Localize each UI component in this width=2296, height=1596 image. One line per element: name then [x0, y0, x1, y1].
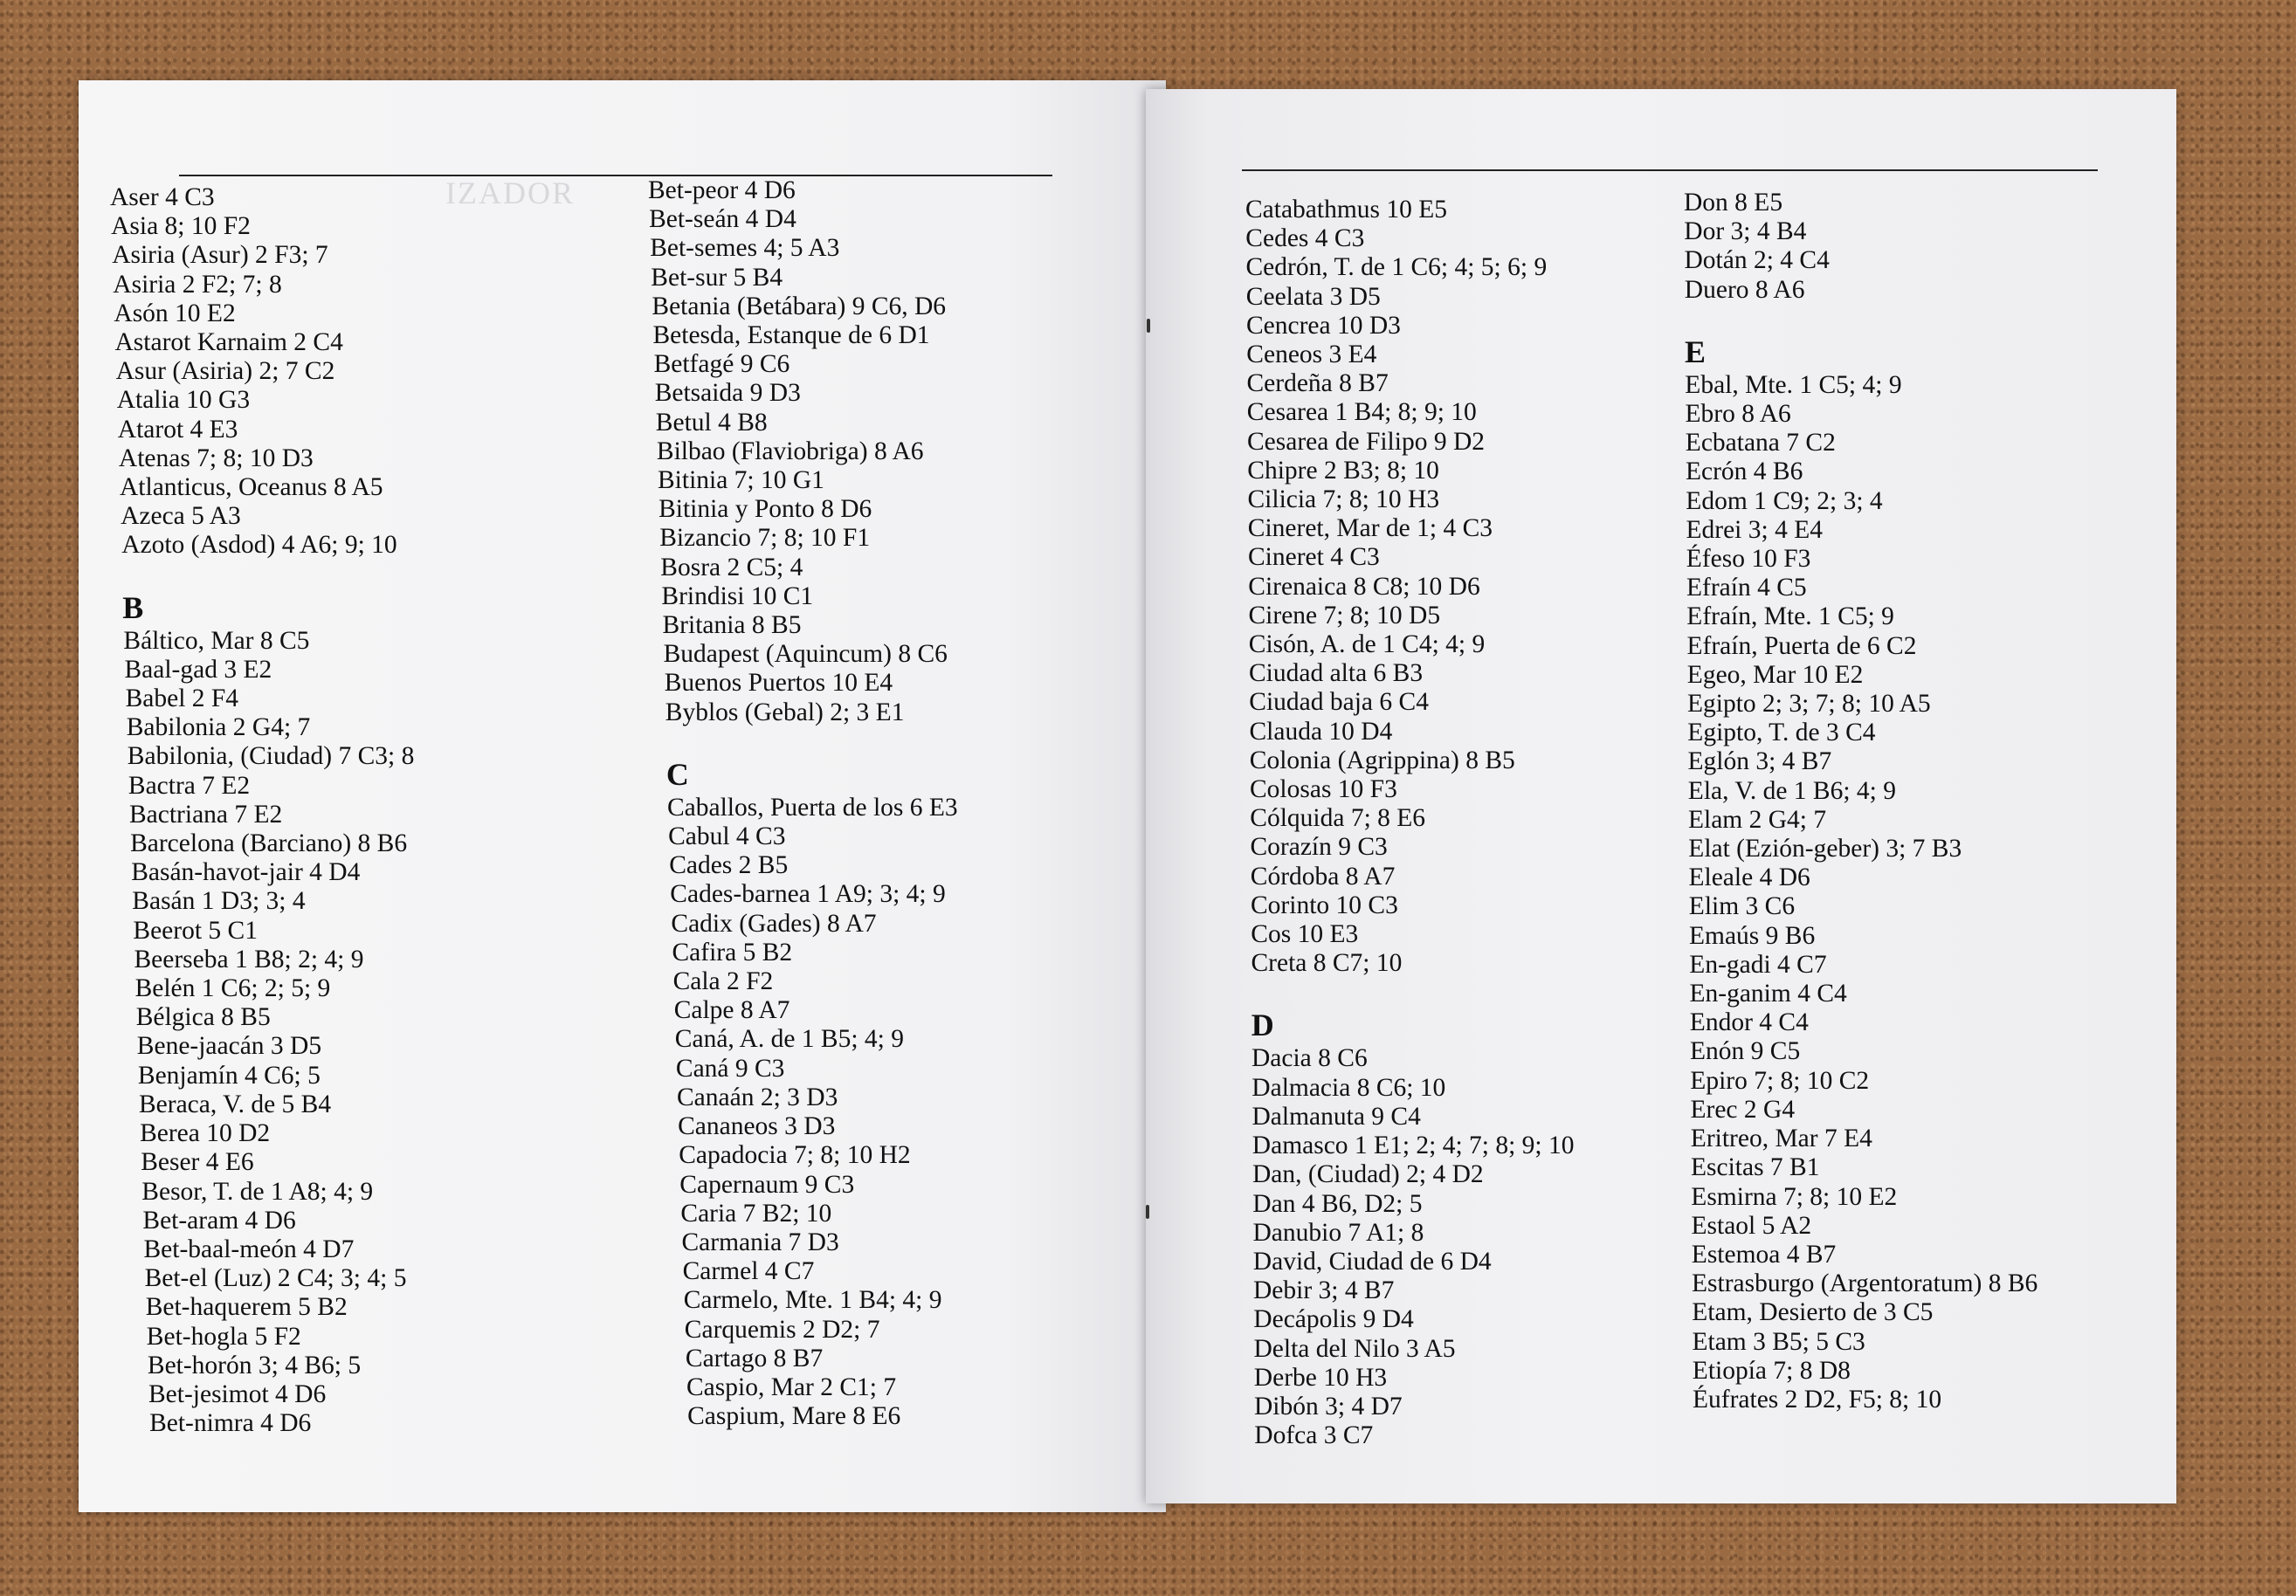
left-page	[79, 80, 1166, 1512]
index-entry: Azeca 5 A3	[121, 502, 241, 531]
index-entry: Dacia 8 C6	[1251, 1044, 1368, 1073]
index-entry: Cerdeña 8 B7	[1246, 369, 1389, 398]
index-entry: Estrasburgo (Argentoratum) 8 B6	[1692, 1269, 2038, 1298]
index-entry: Cilicia 7; 8; 10 H3	[1247, 485, 1440, 514]
index-entry: Britania 8 B5	[662, 611, 802, 640]
index-entry: Baal-gad 3 E2	[124, 655, 272, 684]
index-entry: Asur (Asiria) 2; 7 C2	[115, 357, 335, 386]
index-entry: Efraín, Mte. 1 C5; 9	[1686, 602, 1894, 631]
index-entry: Cesarea 1 B4; 8; 9; 10	[1246, 398, 1477, 427]
section-letter: E	[1685, 334, 1706, 369]
index-entry: Etiopía 7; 8 D8	[1692, 1356, 1851, 1385]
index-entry: Carmelo, Mte. 1 B4; 4; 9	[683, 1286, 942, 1315]
index-entry: Aser 4 C3	[110, 183, 215, 211]
index-entry: Cadix (Gades) 8 A7	[671, 909, 877, 938]
index-column	[110, 183, 414, 1438]
index-entry: Betesda, Estanque de 6 D1	[652, 321, 930, 350]
index-entry: Corinto 10 C3	[1251, 891, 1398, 919]
index-entry: Ebal, Mte. 1 C5; 4; 9	[1685, 370, 1902, 399]
index-entry: Edrei 3; 4 E4	[1686, 515, 1823, 544]
index-entry: Cades 2 B5	[669, 851, 789, 880]
index-entry: Bitinia 7; 10 G1	[658, 466, 824, 495]
index-entry: Bet-semes 4; 5 A3	[650, 234, 840, 263]
index-entry: Dan, (Ciudad) 2; 4 D2	[1252, 1160, 1484, 1189]
index-entry: Emaús 9 B6	[1689, 921, 1816, 950]
staple	[1147, 319, 1150, 333]
index-entry: Carmania 7 D3	[681, 1228, 839, 1256]
index-entry: Enón 9 C5	[1690, 1037, 1801, 1066]
index-entry: David, Ciudad de 6 D4	[1252, 1247, 1492, 1276]
index-entry: Bélgica 8 B5	[135, 1003, 271, 1032]
index-entry: Ceelata 3 D5	[1245, 282, 1381, 311]
index-entry: Clauda 10 D4	[1249, 717, 1393, 746]
index-entry: Decápolis 9 D4	[1253, 1305, 1414, 1334]
index-entry: Éfeso 10 F3	[1686, 545, 1811, 574]
index-entry: Colonia (Agrippina) 8 B5	[1249, 746, 1515, 774]
staple	[1146, 1205, 1149, 1219]
index-entry: Canaán 2; 3 D3	[677, 1083, 838, 1111]
index-entry: Bosra 2 C5; 4	[660, 553, 803, 581]
index-entry: Babel 2 F4	[125, 684, 239, 713]
index-entry: Etam, Desierto de 3 C5	[1692, 1298, 1934, 1327]
index-entry: Eritreo, Mar 7 E4	[1690, 1125, 1872, 1153]
index-entry: Egeo, Mar 10 E2	[1686, 660, 1864, 689]
index-entry: Éufrates 2 D2, F5; 8; 10	[1693, 1385, 1942, 1414]
header-rule	[1242, 169, 2098, 171]
index-entry: Cedrón, T. de 1 C6; 4; 5; 6; 9	[1245, 253, 1548, 282]
index-entry: Creta 8 C7; 10	[1251, 949, 1403, 978]
index-entry: Caspium, Mare 8 E6	[687, 1402, 901, 1431]
index-entry: Bet-horón 3; 4 B6; 5	[147, 1351, 362, 1379]
index-entry: Cirene 7; 8; 10 D5	[1248, 601, 1441, 629]
index-entry: Caspio, Mar 2 C1; 7	[686, 1372, 897, 1401]
index-entry: Cos 10 E3	[1251, 920, 1359, 949]
index-entry: Bet-peor 4 D6	[648, 176, 796, 204]
index-entry: Chipre 2 B3; 8; 10	[1247, 456, 1439, 485]
index-column	[1684, 189, 2037, 1414]
index-entry: Cirenaica 8 C8; 10 D6	[1248, 572, 1480, 601]
index-entry: Dibón 3; 4 D7	[1254, 1392, 1403, 1421]
index-entry: Edom 1 C9; 2; 3; 4	[1686, 486, 1883, 515]
index-entry: Ceneos 3 E4	[1246, 341, 1377, 369]
index-entry: En-gadi 4 C7	[1689, 950, 1827, 979]
index-entry: Estemoa 4 B7	[1691, 1240, 1837, 1269]
index-entry: Ela, V. de 1 B6; 4; 9	[1687, 776, 1896, 805]
index-entry: Derbe 10 H3	[1253, 1363, 1388, 1392]
index-entry: Benjamín 4 C6; 5	[137, 1061, 321, 1090]
section-letter: C	[665, 756, 689, 792]
index-entry: Asón 10 E2	[114, 299, 236, 327]
index-entry: Etam 3 B5; 5 C3	[1692, 1327, 1865, 1356]
index-entry: Ecbatana 7 C2	[1685, 429, 1836, 457]
index-entry: Bet-seán 4 D4	[649, 205, 796, 234]
index-entry: Calpe 8 A7	[673, 996, 790, 1025]
index-entry: Beerseba 1 B8; 2; 4; 9	[134, 945, 364, 973]
index-entry: Ciudad baja 6 C4	[1249, 688, 1429, 717]
index-entry: Cisón, A. de 1 C4; 4; 9	[1248, 630, 1486, 659]
index-entry: Cananeos 3 D3	[678, 1112, 836, 1141]
index-entry: Babilonia, (Ciudad) 7 C3; 8	[127, 742, 415, 771]
index-entry: Cineret, Mar de 1; 4 C3	[1247, 514, 1493, 543]
index-entry: Epiro 7; 8; 10 C2	[1690, 1066, 1870, 1095]
index-entry: Ecrón 4 B6	[1686, 457, 1803, 486]
index-entry: Besor, T. de 1 A8; 4; 9	[141, 1177, 374, 1206]
show-through-text: IZADOR	[445, 175, 575, 210]
index-entry: Efraín 4 C5	[1686, 574, 1807, 602]
index-entry: Bet-nimra 4 D6	[149, 1409, 312, 1438]
index-entry: Capadocia 7; 8; 10 H2	[679, 1141, 911, 1170]
index-entry: Bilbao (Flaviobriga) 8 A6	[656, 437, 924, 465]
index-entry: Atalia 10 G3	[116, 386, 251, 415]
index-entry: Erec 2 G4	[1690, 1095, 1796, 1124]
index-entry: Cala 2 F2	[672, 967, 774, 996]
index-entry: Catabathmus 10 E5	[1245, 196, 1448, 224]
index-entry: Atenas 7; 8; 10 D3	[118, 444, 314, 472]
index-entry: Bet-hogla 5 F2	[146, 1322, 301, 1351]
index-entry: Bitinia y Ponto 8 D6	[658, 495, 872, 524]
index-entry: Cades-barnea 1 A9; 3; 4; 9	[670, 880, 946, 909]
index-entry: Betania (Betábara) 9 C6, D6	[652, 292, 947, 320]
index-entry: Barcelona (Barciano) 8 B6	[130, 829, 408, 858]
index-entry: Esmirna 7; 8; 10 E2	[1691, 1182, 1898, 1211]
index-entry: Cineret 4 C3	[1248, 543, 1380, 572]
index-entry: Caballos, Puerta de los 6 E3	[667, 793, 958, 822]
index-entry: Danubio 7 A1; 8	[1252, 1218, 1424, 1247]
index-entry: Bet-el (Luz) 2 C4; 3; 4; 5	[144, 1264, 407, 1293]
section-letter: B	[122, 589, 144, 625]
index-entry: Cólquida 7; 8 E6	[1250, 804, 1426, 833]
index-entry: Duero 8 A6	[1684, 275, 1805, 304]
index-entry: Egipto 2; 3; 7; 8; 10 A5	[1687, 690, 1931, 719]
index-entry: Cartago 8 B7	[685, 1344, 824, 1372]
index-entry: Carmel 4 C7	[682, 1257, 815, 1286]
index-entry: Babilonia 2 G4; 7	[126, 713, 311, 742]
index-entry: Don 8 E5	[1684, 189, 1783, 217]
index-entry: Asia 8; 10 F2	[111, 212, 251, 241]
index-entry: Asiria 2 F2; 7; 8	[113, 270, 282, 299]
index-entry: Dofca 3 C7	[1254, 1421, 1374, 1450]
index-entry: Brindisi 10 C1	[661, 581, 814, 610]
index-entry: Dotán 2; 4 C4	[1684, 246, 1830, 275]
index-entry: Bet-haquerem 5 B2	[145, 1293, 348, 1322]
right-page	[1146, 89, 2176, 1503]
index-entry: Astarot Karnaim 2 C4	[114, 328, 343, 357]
index-entry: Endor 4 C4	[1689, 1008, 1809, 1037]
index-entry: Caná, A. de 1 B5; 4; 9	[674, 1025, 904, 1054]
index-entry: Atlanticus, Oceanus 8 A5	[120, 473, 383, 502]
index-entry: Basán 1 D3; 3; 4	[132, 887, 306, 916]
index-entry: Bactriana 7 E2	[129, 800, 283, 829]
index-entry: Bet-sur 5 B4	[651, 263, 783, 292]
index-entry: Bizancio 7; 8; 10 F1	[659, 524, 871, 553]
index-entry: En-ganim 4 C4	[1689, 980, 1847, 1008]
index-entry: Bet-aram 4 D6	[142, 1206, 296, 1235]
index-entry: Betfagé 9 C6	[653, 350, 790, 379]
index-entry: Egipto, T. de 3 C4	[1687, 719, 1876, 747]
index-entry: Bactra 7 E2	[128, 771, 251, 800]
index-entry: Caria 7 B2; 10	[680, 1199, 832, 1228]
index-entry: Betul 4 B8	[655, 408, 768, 437]
index-entry: Cafira 5 B2	[672, 938, 793, 967]
index-column	[1245, 196, 1575, 1450]
index-entry: Beerot 5 C1	[133, 916, 258, 945]
index-entry: Dan 4 B6, D2; 5	[1252, 1189, 1423, 1218]
index-entry: Beraca, V. de 5 B4	[139, 1090, 332, 1118]
index-entry: Caná 9 C3	[675, 1054, 785, 1083]
index-entry: Budapest (Aquincum) 8 C6	[663, 640, 948, 669]
index-entry: Delta del Nilo 3 A5	[1253, 1334, 1456, 1363]
section-letter: D	[1251, 1008, 1274, 1043]
index-entry: Belén 1 C6; 2; 5; 9	[134, 974, 331, 1003]
index-entry: Basán-havot-jair 4 D4	[131, 858, 361, 887]
index-entry: Beser 4 E6	[141, 1148, 254, 1177]
index-entry: Ebro 8 A6	[1685, 400, 1791, 429]
index-entry: Cencrea 10 D3	[1246, 311, 1401, 340]
index-entry: Estaol 5 A2	[1691, 1211, 1812, 1240]
index-entry: Eleale 4 D6	[1688, 863, 1810, 892]
index-entry: Colosas 10 F3	[1250, 775, 1397, 804]
index-entry: Debir 3; 4 B7	[1253, 1276, 1395, 1305]
index-entry: Berea 10 D2	[140, 1119, 271, 1148]
index-entry: Cesarea de Filipo 9 D2	[1247, 427, 1485, 456]
index-entry: Asiria (Asur) 2 F3; 7	[112, 241, 328, 270]
index-entry: Elim 3 C6	[1688, 892, 1796, 921]
index-entry: Elam 2 G4; 7	[1688, 805, 1827, 834]
index-entry: Carquemis 2 D2; 7	[684, 1315, 880, 1344]
index-entry: Eglón 3; 4 B7	[1687, 747, 1832, 776]
index-entry: Bet-baal-meón 4 D7	[143, 1235, 355, 1263]
index-entry: Báltico, Mar 8 C5	[123, 626, 310, 655]
index-entry: Dor 3; 4 B4	[1684, 217, 1807, 246]
index-entry: Bet-jesimot 4 D6	[148, 1379, 327, 1408]
index-entry: Bene-jaacán 3 D5	[136, 1032, 322, 1061]
index-entry: Betsaida 9 D3	[654, 379, 801, 408]
index-entry: Cabul 4 C3	[668, 822, 786, 851]
index-entry: Damasco 1 E1; 2; 4; 7; 8; 9; 10	[1251, 1132, 1575, 1160]
index-entry: Dalmanuta 9 C4	[1251, 1102, 1421, 1131]
index-entry: Atarot 4 E3	[117, 415, 238, 444]
index-entry: Capernaum 9 C3	[679, 1170, 855, 1199]
index-entry: Azoto (Asdod) 4 A6; 9; 10	[121, 531, 397, 560]
index-entry: Dalmacia 8 C6; 10	[1251, 1073, 1446, 1102]
index-entry: Byblos (Gebal) 2; 3 E1	[665, 698, 905, 726]
index-entry: Córdoba 8 A7	[1250, 862, 1396, 891]
index-entry: Cedes 4 C3	[1245, 224, 1365, 253]
index-entry: Escitas 7 B1	[1691, 1153, 1820, 1182]
index-entry: Ciudad alta 6 B3	[1249, 659, 1424, 688]
index-entry: Buenos Puertos 10 E4	[664, 669, 893, 698]
index-column	[648, 176, 958, 1431]
index-entry: Elat (Ezión-geber) 3; 7 B3	[1688, 835, 1962, 863]
index-entry: Corazín 9 C3	[1250, 833, 1388, 862]
index-entry: Efraín, Puerta de 6 C2	[1686, 631, 1917, 660]
